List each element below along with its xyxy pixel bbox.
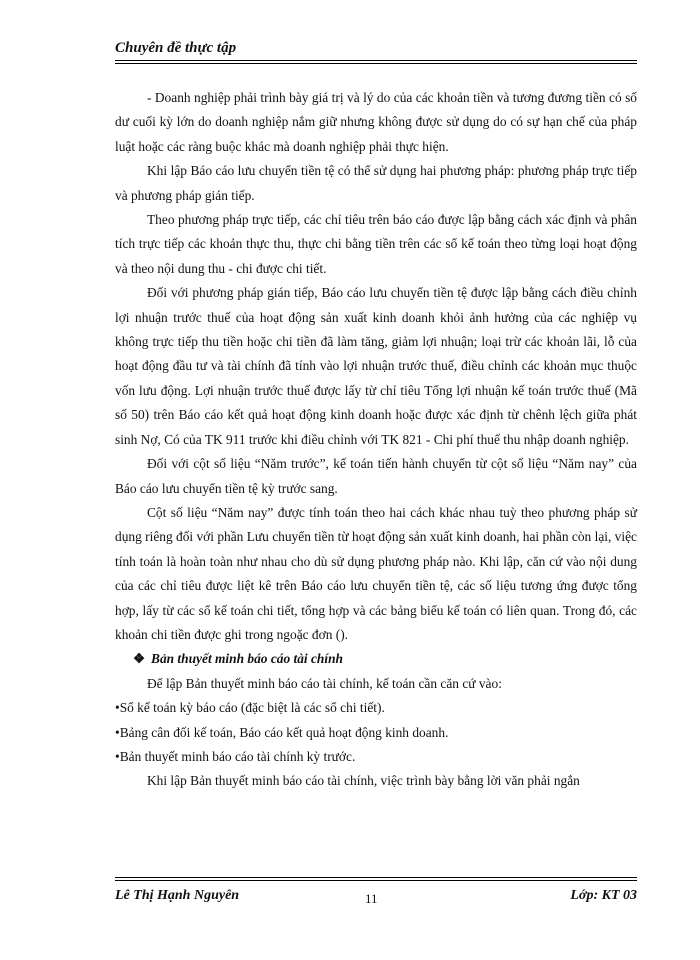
list-item: •Bảng cân đối kế toán, Báo cáo kết quả hoạt động kinh doanh.: [115, 724, 449, 740]
document-body: [115, 86, 637, 794]
paragraph: - Doanh nghiệp phải trình bày giá trị và lý do của các khoản tiền và tương đương tiền có số dư cuối kỳ lớn do doanh nghiệp nắm giữ nhưng không được sử dụng do có sự hạn chế của pháp luật hoặc các ràng buộc khác mà doanh nghiệp phải thực hiện.: [115, 90, 637, 154]
paragraph: Đối với cột số liệu “Năm trước”, kế toán tiến hành chuyển từ cột số liệu “Năm nay” của Báo cáo lưu chuyển tiền tệ kỳ trước sang.: [115, 456, 637, 496]
page-number: 11: [365, 891, 378, 906]
paragraph: Cột số liệu “Năm nay” được tính toán theo hai cách khác nhau tuỳ theo phương pháp sử dụng riêng đối với phần Lưu chuyển tiền từ hoạt động sản xuất kinh doanh, hai phần còn lại, việc tính toán là hoàn toàn như nhau cho dù sử dụng phương pháp nào. Khi lập, căn cứ vào nội dung của các chỉ tiêu được liệt kê trên Báo cáo lưu chuyển tiền tệ, các số liệu tương ứng được tổng hợp, lấy từ các sổ kế toán chi tiết, tổng hợp và các bảng biểu kế toán có liên quan. Trong đó, các khoản chi tiền được ghi trong ngoặc đơn ().: [115, 504, 637, 642]
list-item: •Bản thuyết minh báo cáo tài chính kỳ trước.: [115, 748, 356, 764]
section-heading-text: Bản thuyết minh báo cáo tài chính: [151, 651, 343, 667]
page-footer: [115, 888, 637, 908]
footer-rule: [115, 877, 637, 878]
paragraph: Đối với phương pháp gián tiếp, Báo cáo lưu chuyển tiền tệ được lập bằng cách điều chỉnh lợi nhuận trước thuế của hoạt động sản xuất kinh doanh khỏi ảnh hưởng của các nghiệp vụ không trực tiếp thu tiền hoặc chi tiền đã làm tăng, giảm lợi nhuận; loại trừ các khoản lãi, lỗ của hoạt động đầu tư và tài chính đã tính vào lợi nhuận trước thuế, điều chỉnh các khoản mục thuộc vốn lưu động. Lợi nhuận trước thuế được lấy từ chỉ tiêu Tổng lợi nhuận kế toán trước thuế (Mã số 50) trên Báo cáo kết quả hoạt động kinh doanh hoặc được xác định từ chênh lệch giữa phát sinh Nợ, Có của TK 911 trước khi điều chỉnh với TK 821 - Chi phí thuế thu nhập doanh nghiệp.: [115, 285, 637, 447]
footer-rule-thin: [115, 880, 637, 881]
footer-class: Lớp: KT 03: [570, 888, 637, 903]
footer-author: Lê Thị Hạnh Nguyên: [115, 888, 240, 903]
page-header-title: Chuyên đề thực tập: [115, 40, 237, 56]
diamond-bullet-icon: ❖: [133, 651, 146, 667]
header-rule: [115, 60, 637, 61]
paragraph: Để lập Bản thuyết minh báo cáo tài chính, kế toán cần căn cứ vào:: [147, 675, 502, 691]
list-item: •Sổ kế toán kỳ báo cáo (đặc biệt là các sổ chi tiết).: [115, 700, 385, 716]
paragraph: Theo phương pháp trực tiếp, các chỉ tiêu trên báo cáo được lập bằng cách xác định và phân tích trực tiếp các khoản thực thu, thực chi bằng tiền trên các sổ kế toán theo từng loại hoạt động và theo nội dung thu - chi được chi tiết.: [115, 212, 637, 276]
section-heading: [115, 647, 637, 671]
header-rule-thin: [115, 63, 637, 64]
paragraph: Khi lập Bản thuyết minh báo cáo tài chính, việc trình bày bằng lời văn phải ngắn: [147, 773, 580, 789]
paragraph: Khi lập Báo cáo lưu chuyển tiền tệ có thể sử dụng hai phương pháp: phương pháp trực tiếp và phương pháp gián tiếp.: [115, 163, 637, 203]
